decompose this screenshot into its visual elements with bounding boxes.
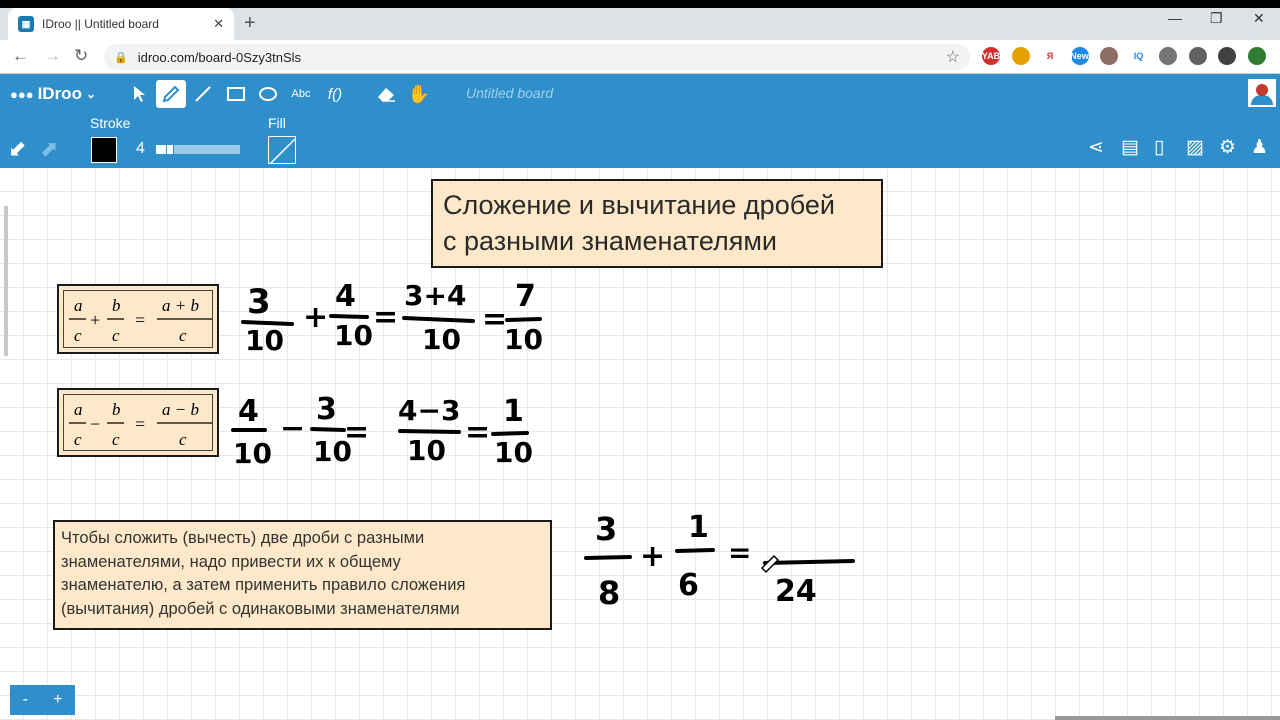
zoom-in-button[interactable]: + bbox=[53, 691, 63, 708]
ink-r2-d3: 10 bbox=[407, 434, 446, 467]
redo-arrow-icon[interactable]: ⬈ bbox=[40, 136, 59, 161]
ext-6-icon[interactable]: IQ bbox=[1130, 47, 1148, 65]
ink-r1-d4: 10 bbox=[504, 323, 543, 356]
chevron-down-icon: ⌄ bbox=[85, 87, 97, 101]
ink-r1-n2: 4 bbox=[335, 279, 356, 314]
addition-rule-b: b bbox=[112, 296, 121, 315]
hand-icon: ✋ bbox=[407, 83, 431, 104]
title-line-1: Сложение и вычитание дробей bbox=[443, 190, 835, 220]
forward-arrow-icon[interactable]: → bbox=[44, 46, 61, 65]
ink-r1-op: + bbox=[303, 300, 329, 335]
ink-r3-n1: 3 bbox=[595, 510, 618, 548]
url-text: idroo.com/board-0Szy3tnSls bbox=[137, 49, 302, 65]
ink-r1-n1: 3 bbox=[247, 282, 271, 322]
ink-r1-d2: 10 bbox=[334, 319, 373, 352]
ink-r1-n4: 7 bbox=[515, 279, 536, 314]
addition-rule-equals: = bbox=[135, 310, 146, 330]
ink-r2-d4: 10 bbox=[494, 436, 533, 469]
ext-1-icon[interactable]: YAB bbox=[982, 47, 1000, 65]
reload-icon[interactable]: ↻ bbox=[74, 46, 89, 65]
ext-3-icon[interactable]: Я bbox=[1041, 47, 1059, 65]
addition-rule-op: + bbox=[90, 310, 101, 330]
ink-r2-d1: 10 bbox=[233, 437, 272, 470]
image-icon[interactable]: ▨ bbox=[1186, 137, 1204, 158]
ink-r2-eq1: = bbox=[344, 415, 370, 450]
back-arrow-icon[interactable]: ← bbox=[12, 46, 29, 65]
ext-4-icon[interactable]: New bbox=[1071, 47, 1089, 65]
tab-title: IDroo || Untitled board bbox=[42, 17, 159, 31]
ink-r3-d2: 6 bbox=[678, 568, 699, 603]
ink-r2-d2: 10 bbox=[313, 435, 352, 468]
subtraction-rule-sum: a − b bbox=[162, 400, 199, 419]
explanation-line-3: знаменателю, а затем применить правило сложения bbox=[61, 576, 466, 594]
explanation-line-2: знаменателями, надо привести их к общему bbox=[61, 552, 401, 571]
explanation-line-4: (вычитания) дробей с одинаковыми знаменателями bbox=[61, 599, 460, 618]
text-tool-button[interactable]: Abc bbox=[291, 88, 311, 100]
fill-label: Fill bbox=[268, 115, 286, 131]
ink-r1-n3: 3+4 bbox=[404, 279, 467, 312]
subtraction-rule-c2: c bbox=[112, 430, 120, 449]
document-icon[interactable]: ▯ bbox=[1154, 137, 1165, 158]
bookmark-star-icon[interactable]: ☆ bbox=[945, 49, 960, 66]
subtraction-rule-op: − bbox=[90, 414, 101, 434]
ink-r2-op: − bbox=[280, 411, 306, 446]
ink-r2-n4: 1 bbox=[503, 394, 524, 429]
window-close-icon[interactable]: ✕ bbox=[1253, 10, 1265, 26]
subtraction-rule-a: a bbox=[74, 400, 83, 419]
ink-r1-eq1: = bbox=[373, 300, 399, 335]
undo-arrow-icon[interactable]: ⬋ bbox=[8, 136, 27, 161]
addition-rule-c2: c bbox=[112, 326, 120, 345]
ink-r3-op: + bbox=[640, 539, 666, 574]
ink-r3-n2: 1 bbox=[688, 510, 709, 545]
minimize-icon[interactable]: — bbox=[1168, 10, 1182, 26]
ink-r2-n1: 4 bbox=[238, 394, 259, 429]
ink-r3-eq: = bbox=[728, 536, 752, 569]
tab-close-icon[interactable]: ✕ bbox=[213, 16, 224, 31]
formula-tool-button[interactable]: f() bbox=[327, 85, 343, 103]
board-title[interactable]: Untitled board bbox=[466, 85, 554, 101]
addition-rule-sum: a + b bbox=[162, 296, 199, 315]
addition-rule-c1: c bbox=[74, 326, 82, 345]
restore-icon[interactable]: ❐ bbox=[1210, 10, 1223, 26]
stroke-label: Stroke bbox=[90, 115, 131, 131]
ink-r2-eq2: = bbox=[465, 415, 491, 450]
lock-icon: 🔒 bbox=[114, 51, 128, 64]
share-icon[interactable]: ⋖ bbox=[1088, 137, 1104, 158]
zoom-out-button[interactable]: - bbox=[22, 691, 28, 708]
stroke-width-value: 4 bbox=[136, 140, 145, 157]
ink-r1-d3: 10 bbox=[422, 323, 461, 356]
explanation-line-1: Чтобы сложить (вычесть) две дроби с разными bbox=[61, 529, 425, 547]
gear-icon[interactable]: ⚙ bbox=[1219, 137, 1237, 158]
subtraction-rule-c3: c bbox=[179, 430, 187, 449]
ink-r3-d3: 24 bbox=[775, 574, 817, 609]
ink-r1-eq2: = bbox=[482, 302, 508, 337]
addition-rule-c3: c bbox=[179, 326, 187, 345]
ink-r3-d1: 8 bbox=[598, 574, 621, 612]
zoom-controls bbox=[10, 685, 75, 715]
users-logo-icon: ●●● bbox=[10, 86, 34, 102]
brand-name: IDroo bbox=[37, 84, 82, 103]
horizontal-scrollbar[interactable] bbox=[1055, 716, 1280, 720]
ink-r1-d1: 10 bbox=[245, 324, 284, 357]
ink-r2-n3: 4−3 bbox=[398, 394, 461, 427]
new-tab-button[interactable]: + bbox=[244, 12, 256, 34]
addition-rule-a: a bbox=[74, 296, 83, 315]
user-settings-icon[interactable]: ♟ bbox=[1251, 137, 1269, 158]
subtraction-rule-b: b bbox=[112, 400, 121, 419]
subtraction-rule-c1: c bbox=[74, 430, 82, 449]
title-line-2: с разными знаменателями bbox=[443, 226, 777, 256]
chat-icon[interactable]: ▤ bbox=[1121, 137, 1139, 158]
ink-r2-n2: 3 bbox=[316, 392, 337, 427]
subtraction-rule-equals: = bbox=[135, 414, 146, 434]
idroo-favicon-icon: ▦ bbox=[18, 16, 34, 32]
